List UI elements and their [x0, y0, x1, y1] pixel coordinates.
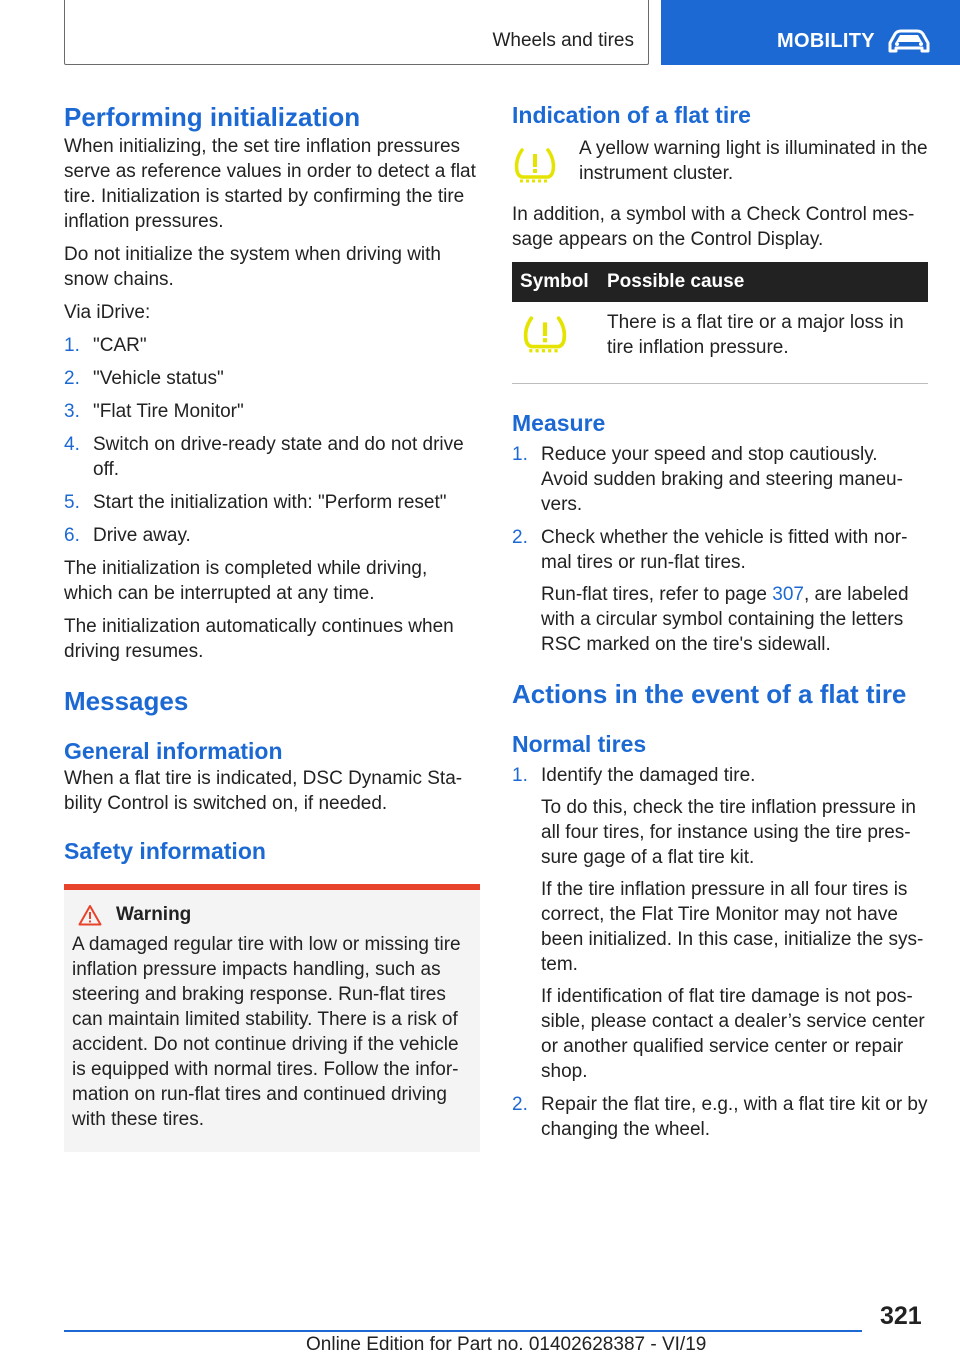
- list-item: 4. Switch on drive-ready state and do not drive off.: [64, 434, 464, 480]
- measure-list: [512, 442, 928, 657]
- divider: [512, 383, 928, 384]
- init-steps-list: [64, 333, 480, 548]
- table-header-row: [512, 262, 928, 302]
- list-item: 5. Start the initialization with: "Perform reset": [64, 492, 447, 513]
- init-paragraph-5: The initialization automatically continues when driving resumes.: [64, 616, 454, 662]
- footer-edition: Online Edition for Part no. 01402628387 - VI/19: [306, 1334, 707, 1355]
- heading-measure: Measure: [512, 410, 606, 436]
- header-chapter-tab[interactable]: [661, 0, 960, 65]
- list-item: 6. Drive away.: [64, 525, 191, 546]
- warning-title: Warning: [116, 904, 192, 925]
- page-link[interactable]: 307: [772, 584, 804, 605]
- heading-actions-flat-tire: Actions in the event of a flat tire: [512, 679, 907, 709]
- list-item: 3. "Flat Tire Monitor": [64, 401, 244, 422]
- actions-list: [512, 763, 928, 1142]
- init-paragraph-1: When initializing, the set tire inflation pressures serve as reference values in order to detect a flat tire. Initialization is started by confirming the tire inflation pressures.: [64, 136, 476, 232]
- left-column: [64, 100, 480, 1152]
- indication-text: A yellow warning light is illuminated in the instrument cluster.: [579, 138, 928, 184]
- list-item: 2. Check whether the vehicle is fitted with nor-mal tires or run-flat tires. Run-flat tires, refer to page 307, are labeled with a circular symbol containing the letters RSC marked on the tire's sidewall.: [512, 525, 928, 657]
- page-number: 321: [880, 1302, 922, 1330]
- heading-safety-information: Safety information: [64, 838, 266, 864]
- action-1-detail-1: To do this, check the tire inflation pressure in all four tires, for instance using the tire pres-sure gage of a flat tire kit.: [541, 797, 916, 868]
- heading-messages: Messages: [64, 686, 189, 716]
- action-1-detail-3: If identification of flat tire damage is not pos-sible, please contact a dealer’s service center or another qualified service center or repair shop.: [541, 986, 925, 1082]
- heading-indication-flat-tire: Indication of a flat tire: [512, 102, 751, 128]
- action-1-detail-2: If the tire inflation pressure in all four tires is correct, the Flat Tire Monitor may not have been initialized. In this case, initialize the sys-tem.: [541, 879, 924, 975]
- heading-general-information: General information: [64, 738, 283, 764]
- warning-text: A damaged regular tire with low or missing tire inflation pressure impacts handling, such as steering and braking response. Run-flat tires can maintain limited stability. There is a risk of accident. Do not continue driving if the vehicle is equipped with normal tires. Follow the infor-mation on run-flat tires and continued driving with these tires.: [72, 934, 461, 1130]
- list-item: 2. "Vehicle status": [64, 368, 224, 389]
- table-cell-symbol: [512, 302, 599, 383]
- table-row: [512, 302, 928, 383]
- warning-header: [78, 904, 472, 926]
- symbol-table: [512, 262, 928, 383]
- heading-normal-tires: Normal tires: [512, 731, 647, 757]
- indication-row: [512, 136, 928, 191]
- general-paragraph: When a flat tire is indicated, DSC Dynamic Sta-bility Control is switched on, if needed.: [64, 768, 463, 814]
- header-section-box: [64, 0, 649, 65]
- header-section-title: Wheels and tires: [492, 30, 634, 51]
- footer-rule: [64, 1330, 862, 1332]
- warning-box: [64, 884, 480, 1152]
- header-chapter-title: MOBILITY: [777, 30, 875, 52]
- car-icon: [886, 29, 932, 55]
- list-item: 1. Reduce your speed and stop cautiously. Avoid sudden braking and steering maneu-vers.: [512, 444, 903, 515]
- init-paragraph-2: Do not initialize the system when driving with snow chains.: [64, 244, 442, 290]
- warning-triangle-icon: [78, 904, 102, 926]
- init-paragraph-3: Via iDrive:: [64, 302, 151, 323]
- init-paragraph-4: The initialization is completed while driving, which can be interrupted at any time.: [64, 558, 428, 604]
- tire-pressure-warning-icon: [512, 146, 558, 186]
- right-column: [512, 100, 928, 1142]
- indication-icon-cell: [512, 136, 579, 191]
- table-header-symbol: Symbol: [512, 262, 599, 302]
- measure-2-detail: Run-flat tires, refer to page 307, are labeled with a circular symbol containing the letters RSC marked on the tire's sidewall.: [541, 584, 909, 655]
- tire-pressure-warning-icon: [520, 314, 570, 356]
- addition-text: In addition, a symbol with a Check Control mes-sage appears on the Control Display.: [512, 204, 915, 250]
- list-item: 1. Identify the damaged tire. To do this, check the tire inflation pressure in all four tires, for instance using the tire pres-sure gage of a flat tire kit. If the tire inflation pressure in all four tires is correct, the Flat Tire Monitor may not have been initialized. In this case, initialize the sys-tem. If identification of flat tire damage is not pos-sible, please contact a dealer’s service center or another qualified service center or repair shop.: [512, 763, 928, 1084]
- heading-performing-initialization: Performing initialization: [64, 102, 361, 132]
- list-item: 1. "CAR": [64, 335, 147, 356]
- table-header-cause: Possible cause: [599, 262, 928, 302]
- table-cell-cause: There is a flat tire or a major loss in tire inflation pressure.: [607, 312, 904, 358]
- list-item: 2. Repair the flat tire, e.g., with a flat tire kit or by changing the wheel.: [512, 1094, 928, 1140]
